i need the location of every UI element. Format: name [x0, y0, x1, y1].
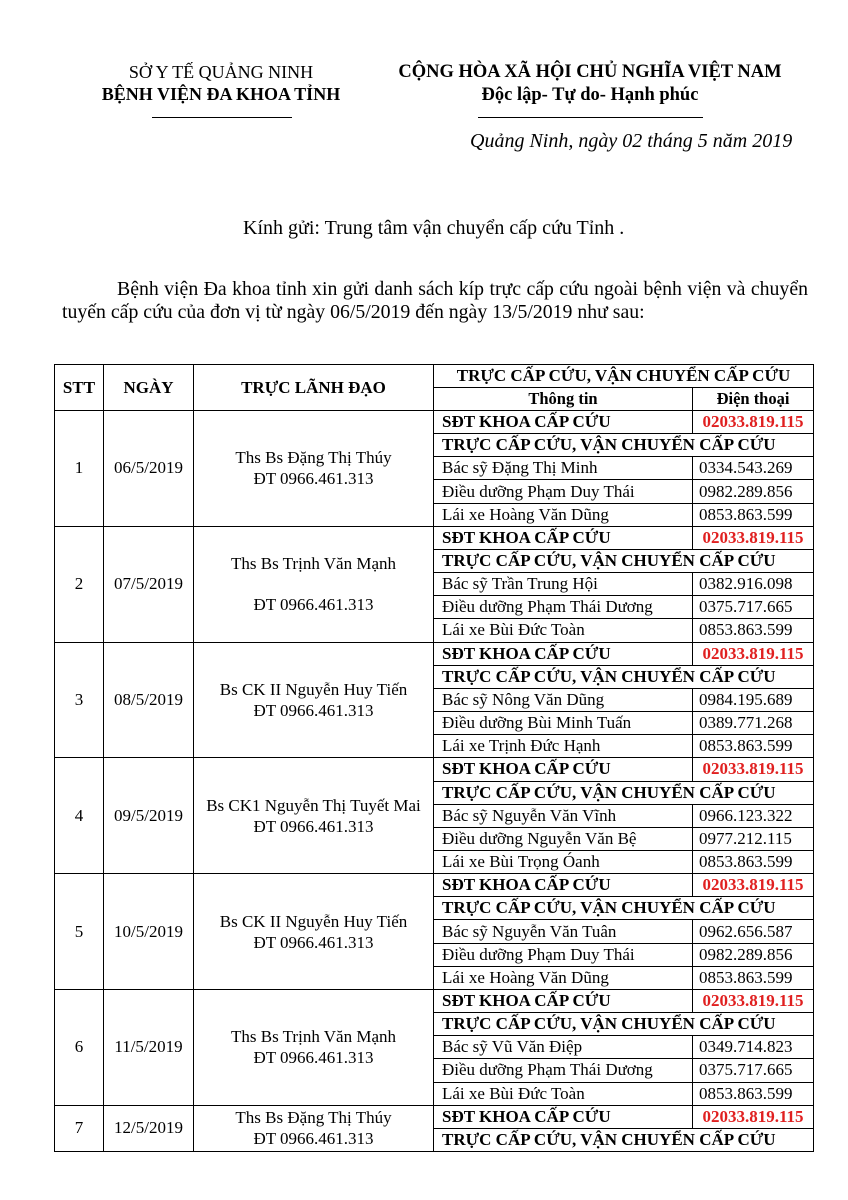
- stt-cell: 6: [55, 989, 104, 1105]
- staff-info: Lái xe Bùi Đức Toàn: [434, 619, 693, 642]
- roster-body: [55, 411, 814, 1152]
- staff-phone: 0382.916.098: [693, 573, 814, 596]
- leader-cell: [194, 526, 434, 642]
- staff-phone: 0853.863.599: [693, 966, 814, 989]
- date-cell: 10/5/2019: [104, 874, 194, 990]
- column-header-date: NGÀY: [104, 365, 194, 411]
- staff-phone: 0389.771.268: [693, 712, 814, 735]
- issuer-underline: [152, 117, 292, 118]
- staff-phone: 0853.863.599: [693, 619, 814, 642]
- staff-info: Bác sỹ Trần Trung Hội: [434, 573, 693, 596]
- staff-phone: 0982.289.856: [693, 943, 814, 966]
- date-cell: 08/5/2019: [104, 642, 194, 758]
- staff-phone: 0375.717.665: [693, 596, 814, 619]
- leader-phone: ĐT 0966.461.313: [253, 595, 374, 615]
- leader-cell: [194, 989, 434, 1105]
- leader-name: Bs CK1 Nguyễn Thị Tuyết Mai: [206, 795, 421, 815]
- leader-phone: ĐT 0966.461.313: [253, 1129, 374, 1149]
- column-header-phone: Điện thoại: [693, 388, 814, 411]
- leader-cell: [194, 642, 434, 758]
- staff-phone: 0966.123.322: [693, 804, 814, 827]
- dept-phone: 02033.819.115: [693, 874, 814, 897]
- leader-name: Ths Bs Đặng Thị Thúy: [235, 448, 392, 468]
- place-and-date: Quảng Ninh, ngày 02 tháng 5 năm 2019: [470, 130, 793, 152]
- leader-phone: ĐT 0966.461.313: [253, 700, 374, 720]
- leader-phone: ĐT 0966.461.313: [253, 816, 374, 836]
- leader-phone: ĐT 0966.461.313: [253, 932, 374, 952]
- staff-info: Bác sỹ Vũ Văn Điệp: [434, 1036, 693, 1059]
- dept-phone: 02033.819.115: [693, 989, 814, 1012]
- issuer-agency: SỞ Y TẾ QUẢNG NINH: [128, 62, 314, 82]
- section-title: TRỰC CẤP CỨU, VẬN CHUYỂN CẤP CỨU: [434, 665, 814, 688]
- issuer-block: [85, 61, 357, 105]
- date-cell: 09/5/2019: [104, 758, 194, 874]
- section-title: TRỰC CẤP CỨU, VẬN CHUYỂN CẤP CỨU: [434, 549, 814, 572]
- staff-info: Điều dưỡng Nguyễn Văn Bệ: [434, 827, 693, 850]
- leader-name: Ths Bs Trịnh Văn Mạnh: [231, 1027, 396, 1047]
- leader-phone: ĐT 0966.461.313: [253, 469, 374, 489]
- section-title: TRỰC CẤP CỨU, VẬN CHUYỂN CẤP CỨU: [434, 434, 814, 457]
- dept-phone: 02033.819.115: [693, 411, 814, 434]
- date-cell: 11/5/2019: [104, 989, 194, 1105]
- staff-phone: 0962.656.587: [693, 920, 814, 943]
- staff-info: Điều dưỡng Phạm Thái Dương: [434, 1059, 693, 1082]
- staff-info: Lái xe Hoàng Văn Dũng: [434, 503, 693, 526]
- column-header-info: Thông tin: [434, 388, 693, 411]
- leader-name: Bs CK II Nguyễn Huy Tiến: [219, 679, 408, 699]
- staff-info: Điều dưỡng Phạm Duy Thái: [434, 943, 693, 966]
- staff-phone: 0334.543.269: [693, 457, 814, 480]
- staff-phone: 0375.717.665: [693, 1059, 814, 1082]
- nation-motto: Độc lập- Tự do- Hạnh phúc: [481, 85, 699, 105]
- staff-phone: 0349.714.823: [693, 1036, 814, 1059]
- dept-phone: 02033.819.115: [693, 642, 814, 665]
- staff-info: Bác sỹ Nông Văn Dũng: [434, 688, 693, 711]
- duty-roster-table: [54, 364, 814, 1152]
- stt-cell: 3: [55, 642, 104, 758]
- stt-cell: 7: [55, 1105, 104, 1151]
- section-title: TRỰC CẤP CỨU, VẬN CHUYỂN CẤP CỨU: [434, 897, 814, 920]
- leader-cell: [194, 1105, 434, 1151]
- staff-info: Lái xe Trịnh Đức Hạnh: [434, 735, 693, 758]
- staff-phone: 0853.863.599: [693, 850, 814, 873]
- section-title: TRỰC CẤP CỨU, VẬN CHUYỂN CẤP CỨU: [434, 1013, 814, 1036]
- dept-label: SĐT KHOA CẤP CỨU: [434, 526, 693, 549]
- staff-info: Bác sỹ Nguyễn Văn Vĩnh: [434, 804, 693, 827]
- dept-label: SĐT KHOA CẤP CỨU: [434, 758, 693, 781]
- dept-label: SĐT KHOA CẤP CỨU: [434, 411, 693, 434]
- staff-phone: 0982.289.856: [693, 480, 814, 503]
- leader-name: Bs CK II Nguyễn Huy Tiến: [219, 911, 408, 931]
- stt-cell: 4: [55, 758, 104, 874]
- staff-info: Bác sỹ Đặng Thị Minh: [434, 457, 693, 480]
- stt-cell: 1: [55, 411, 104, 527]
- issuer-unit: BỆNH VIỆN ĐA KHOA TỈNH: [101, 84, 341, 104]
- staff-phone: 0984.195.689: [693, 688, 814, 711]
- dept-phone-row: [55, 642, 814, 665]
- dept-label: SĐT KHOA CẤP CỨU: [434, 874, 693, 897]
- column-header-leader: TRỰC LÃNH ĐẠO: [194, 365, 434, 411]
- leader-phone: ĐT 0966.461.313: [253, 1048, 374, 1068]
- staff-info: Điều dưỡng Phạm Thái Dương: [434, 596, 693, 619]
- dept-phone-row: [55, 758, 814, 781]
- motto-underline: [478, 117, 703, 118]
- dept-phone-row: [55, 526, 814, 549]
- staff-info: Bác sỹ Nguyễn Văn Tuân: [434, 920, 693, 943]
- dept-phone-row: [55, 989, 814, 1012]
- column-header-team: TRỰC CẤP CỨU, VẬN CHUYỂN CẤP CỨU: [434, 365, 814, 388]
- leader-name: Ths Bs Đặng Thị Thúy: [235, 1108, 392, 1128]
- staff-info: Lái xe Bùi Trọng Óanh: [434, 850, 693, 873]
- staff-info: Lái xe Bùi Đức Toàn: [434, 1082, 693, 1105]
- dept-phone: 02033.819.115: [693, 526, 814, 549]
- dept-label: SĐT KHOA CẤP CỨU: [434, 989, 693, 1012]
- staff-phone: 0853.863.599: [693, 503, 814, 526]
- staff-info: Điều dưỡng Bùi Minh Tuấn: [434, 712, 693, 735]
- column-header-stt: STT: [55, 365, 104, 411]
- recipient-line: Kính gửi: Trung tâm vận chuyển cấp cứu Tỉnh .: [243, 217, 625, 239]
- staff-info: Điều dưỡng Phạm Duy Thái: [434, 480, 693, 503]
- dept-label: SĐT KHOA CẤP CỨU: [434, 1105, 693, 1128]
- staff-phone: 0977.212.115: [693, 827, 814, 850]
- staff-phone: 0853.863.599: [693, 1082, 814, 1105]
- nation-title: CỘNG HÒA XÃ HỘI CHỦ NGHĨA VIỆT NAM: [398, 62, 782, 82]
- date-cell: 12/5/2019: [104, 1105, 194, 1151]
- staff-info: Lái xe Hoàng Văn Dũng: [434, 966, 693, 989]
- dept-label: SĐT KHOA CẤP CỨU: [434, 642, 693, 665]
- section-title: TRỰC CẤP CỨU, VẬN CHUYỂN CẤP CỨU: [434, 1128, 814, 1151]
- national-heading: [380, 61, 800, 107]
- leader-cell: [194, 411, 434, 527]
- dept-phone-row: [55, 874, 814, 897]
- leader-name: Ths Bs Trịnh Văn Mạnh: [231, 554, 396, 574]
- date-cell: 06/5/2019: [104, 411, 194, 527]
- section-title: TRỰC CẤP CỨU, VẬN CHUYỂN CẤP CỨU: [434, 781, 814, 804]
- dept-phone-row: [55, 411, 814, 434]
- dept-phone-row: [55, 1105, 814, 1128]
- date-cell: 07/5/2019: [104, 526, 194, 642]
- dept-phone: 02033.819.115: [693, 758, 814, 781]
- intro-paragraph: Bệnh viện Đa khoa tỉnh xin gửi danh sách kíp trực cấp cứu ngoài bệnh viện và chuyển tuyến cấp cứu của đơn vị từ ngày 06/5/2019 đến ngày 13/5/2019 như sau:: [62, 278, 808, 323]
- dept-phone: 02033.819.115: [693, 1105, 814, 1128]
- header-row: [55, 365, 814, 388]
- leader-cell: [194, 874, 434, 990]
- stt-cell: 5: [55, 874, 104, 990]
- leader-cell: [194, 758, 434, 874]
- stt-cell: 2: [55, 526, 104, 642]
- staff-phone: 0853.863.599: [693, 735, 814, 758]
